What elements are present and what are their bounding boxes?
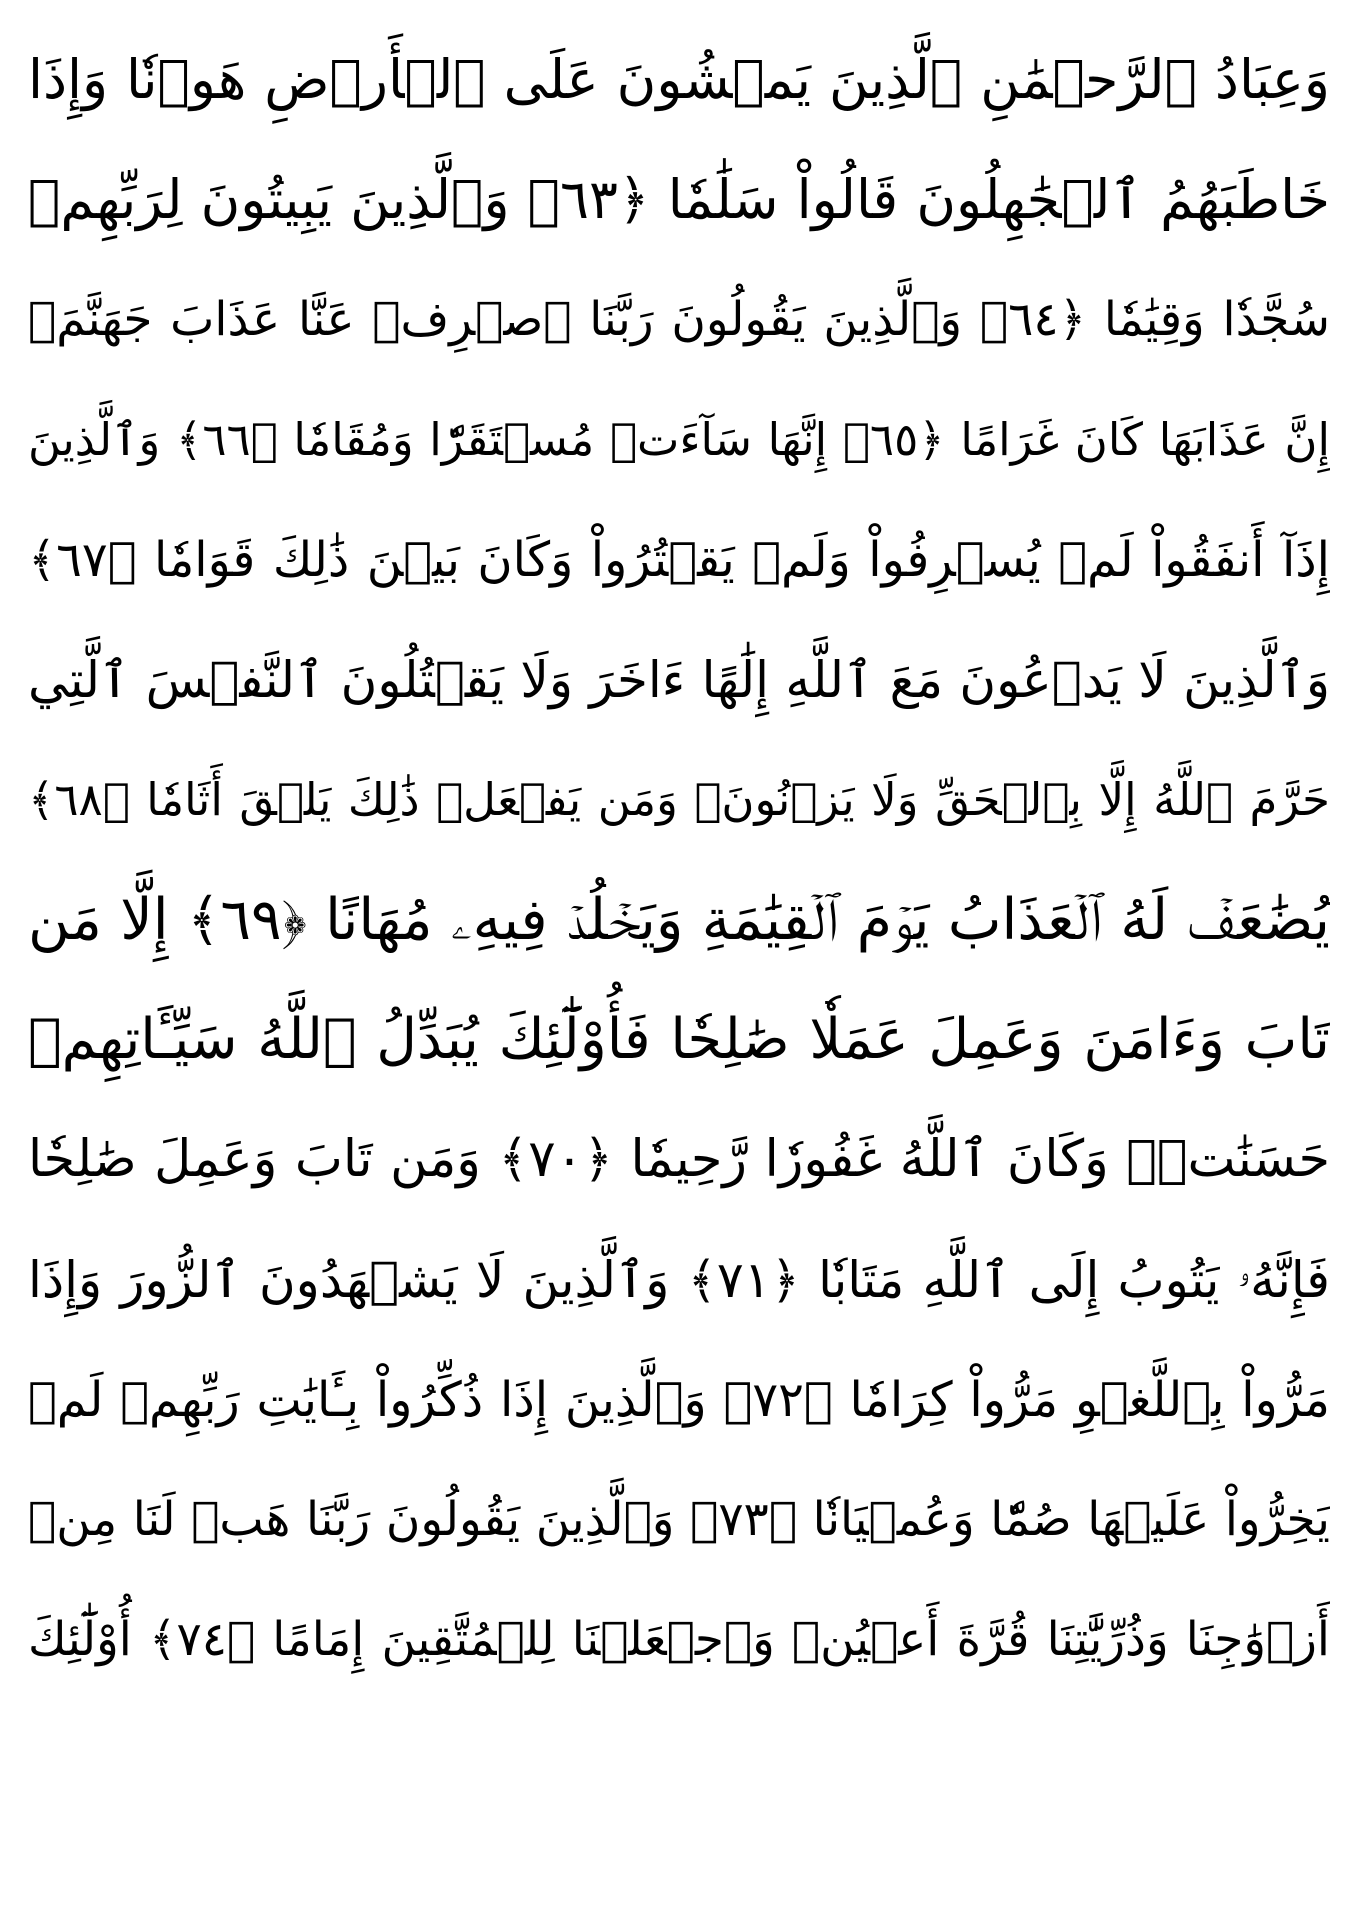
text-line-9: تَابَ وَءَامَنَ وَعَمِلَ عَمَلٗا صَٰلِحٗا فَأُوْلَٰٓئِكَ يُبَدِّلُ ٱللَّهُ سَيِّـَٔاتِهِمۡ [28,1007,1330,1072]
text-line-6: وَٱلَّذِينَ لَا يَدۡعُونَ مَعَ ٱللَّهِ إِلَٰهًا ءَاخَرَ وَلَا يَقۡتُلُونَ ٱلنَّفۡسَ ٱلَّتِي [28,651,1330,709]
text-line-12: مَرُّواْ بِٱللَّغۡوِ مَرُّواْ كِرَامٗا ﴿٧٢﴾ وَٱلَّذِينَ إِذَا ذُكِّرُواْ بِـَٔايَٰتِ رَبِّهِمۡ لَمۡ [28,1372,1330,1428]
text-line-7: حَرَّمَ ٱللَّهُ إِلَّا بِٱلۡحَقِّ وَلَا يَزۡنُونَۚ وَمَن يَفۡعَلۡ ذَٰلِكَ يَلۡقَ أَثَامٗا ﴿٦٨﴾ [28,773,1330,826]
text-line-4: إِنَّ عَذَابَهَا كَانَ غَرَامًا ﴿٦٥﴾ إِنَّهَا سَآءَتۡ مُسۡتَقَرّٗا وَمُقَامٗا ﴿٦٦﴾ وَٱلَّذِينَ [28,413,1330,466]
text-line-2: خَاطَبَهُمُ ٱلۡجَٰهِلُونَ قَالُواْ سَلَٰمٗا ﴿٦٣﴾ وَٱلَّذِينَ يَبِيتُونَ لِرَبِّهِمۡ [28,168,1330,231]
text-line-13: يَخِرُّواْ عَلَيۡهَا صُمّٗا وَعُمۡيَانٗا ﴿٧٣﴾ وَٱلَّذِينَ يَقُولُونَ رَبَّنَا هَبۡ لَنَا مِنۡ [28,1492,1330,1547]
text-line-5: إِذَآ أَنفَقُواْ لَمۡ يُسۡرِفُواْ وَلَمۡ يَقۡتُرُواْ وَكَانَ بَيۡنَ ذَٰلِكَ قَوَامٗا ﴿٦٧﴾ [28,532,1330,588]
text-line-14: أَزۡوَٰجِنَا وَذُرِّيَّٰتِنَا قُرَّةَ أَعۡيُنٖ وَٱجۡعَلۡنَا لِلۡمُتَّقِينَ إِمَامًا ﴿٧٤﴾ أُوْلَٰٓئِكَ [28,1612,1330,1667]
text-line-10: حَسَنَٰتٖۗ وَكَانَ ٱللَّهُ غَفُورٗا رَّحِيمٗا ﴿٧٠﴾ وَمَن تَابَ وَعَمِلَ صَٰلِحٗا [28,1130,1330,1189]
text-line-3: سُجَّدٗا وَقِيَٰمٗا ﴿٦٤﴾ وَٱلَّذِينَ يَقُولُونَ رَبَّنَا ٱصۡرِفۡ عَنَّا عَذَابَ جَهَنَّمَۖ [28,292,1330,347]
text-line-1: وَعِبَادُ ٱلرَّحۡمَٰنِ ٱلَّذِينَ يَمۡشُونَ عَلَى ٱلۡأَرۡضِ هَوۡنٗا وَإِذَا [28,48,1330,111]
text-line-8: يُضَٰعَفۡ لَهُ ٱلۡعَذَابُ يَوۡمَ ٱلۡقِيَٰمَةِ وَيَخۡلُدۡ فِيهِۦ مُهَانًا ﴿٦٩﴾ إِلَّا مَن [28,887,1330,953]
text-line-11: فَإِنَّهُۥ يَتُوبُ إِلَى ٱللَّهِ مَتَابٗا ﴿٧١﴾ وَٱلَّذِينَ لَا يَشۡهَدُونَ ٱلزُّورَ وَإِذَا [28,1251,1330,1309]
